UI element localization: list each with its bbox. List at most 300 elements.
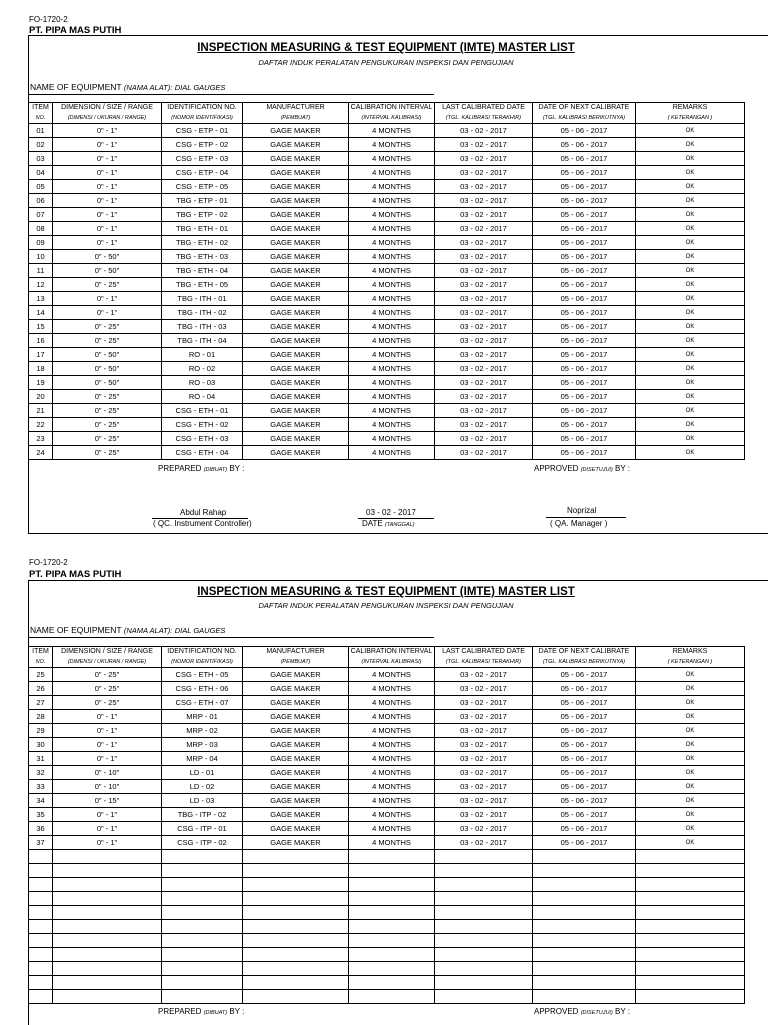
- empty-table-row: [29, 948, 745, 962]
- table-row: [29, 808, 745, 822]
- table-cell: 04: [29, 166, 53, 180]
- table-cell: 05 - 06 - 2017: [533, 334, 636, 348]
- table-cell: 03 - 02 - 2017: [435, 278, 533, 292]
- table-cell: [243, 906, 349, 920]
- column-header: MANUFACTURER: [243, 103, 349, 114]
- table-cell: 05 - 06 - 2017: [533, 766, 636, 780]
- table-cell: GAGE MAKER: [243, 208, 349, 222]
- table-cell: 0" - 25": [53, 432, 162, 446]
- table-header-subrow: [29, 113, 745, 124]
- table-cell: 4 MONTHS: [349, 780, 435, 794]
- table-cell: [29, 976, 53, 990]
- table-cell: 4 MONTHS: [349, 404, 435, 418]
- table-cell: 06: [29, 194, 53, 208]
- table-cell: [29, 906, 53, 920]
- table-cell: 0" - 50": [53, 264, 162, 278]
- table-cell: 03: [29, 152, 53, 166]
- table-cell: [53, 864, 162, 878]
- column-header: LAST CALIBRATED DATE: [435, 103, 533, 114]
- approver-signature-line: [546, 517, 626, 518]
- table-cell: [53, 920, 162, 934]
- column-header: DATE OF NEXT CALIBRATE: [533, 647, 636, 658]
- empty-table-row: [29, 962, 745, 976]
- table-cell: [243, 934, 349, 948]
- table-cell: [636, 962, 745, 976]
- table-cell: OK: [636, 836, 745, 850]
- table-cell: 4 MONTHS: [349, 320, 435, 334]
- table-cell: [162, 990, 243, 1004]
- table-cell: TBG - ETH - 03: [162, 250, 243, 264]
- table-cell: 03 - 02 - 2017: [435, 710, 533, 724]
- table-cell: [349, 934, 435, 948]
- table-row: [29, 724, 745, 738]
- column-header-translation: (INTERVAL KALIBRASI): [349, 657, 435, 668]
- table-cell: 10: [29, 250, 53, 264]
- table-cell: 05 - 06 - 2017: [533, 682, 636, 696]
- column-header-translation: NO.: [29, 113, 53, 124]
- table-row: [29, 752, 745, 766]
- table-cell: 05: [29, 180, 53, 194]
- prepared-by-label: PREPARED (DIBUAT) BY :: [158, 464, 245, 473]
- equipment-underline: [28, 94, 434, 95]
- table-cell: 05 - 06 - 2017: [533, 668, 636, 682]
- table-cell: GAGE MAKER: [243, 376, 349, 390]
- table-cell: 0" - 50": [53, 348, 162, 362]
- table-cell: GAGE MAKER: [243, 766, 349, 780]
- table-cell: 07: [29, 208, 53, 222]
- table-cell: 25: [29, 668, 53, 682]
- table-cell: 16: [29, 334, 53, 348]
- table-cell: [162, 948, 243, 962]
- table-cell: [243, 976, 349, 990]
- table-cell: RO - 02: [162, 362, 243, 376]
- table-cell: CSG - ETH - 06: [162, 682, 243, 696]
- table-cell: [435, 906, 533, 920]
- table-cell: 03 - 02 - 2017: [435, 766, 533, 780]
- table-cell: GAGE MAKER: [243, 668, 349, 682]
- table-cell: OK: [636, 320, 745, 334]
- table-cell: OK: [636, 236, 745, 250]
- table-cell: OK: [636, 278, 745, 292]
- table-cell: [29, 850, 53, 864]
- page-title: INSPECTION MEASURING & TEST EQUIPMENT (IMTE) MASTER LIST: [197, 586, 575, 598]
- table-cell: GAGE MAKER: [243, 250, 349, 264]
- table-cell: 4 MONTHS: [349, 306, 435, 320]
- table-cell: CSG - ETH - 05: [162, 668, 243, 682]
- column-header-translation: NO.: [29, 657, 53, 668]
- table-cell: RO - 04: [162, 390, 243, 404]
- table-cell: [636, 864, 745, 878]
- table-cell: 4 MONTHS: [349, 278, 435, 292]
- table-cell: 03 - 02 - 2017: [435, 404, 533, 418]
- table-row: [29, 836, 745, 850]
- table-cell: MRP - 03: [162, 738, 243, 752]
- table-cell: [533, 892, 636, 906]
- table-cell: 05 - 06 - 2017: [533, 432, 636, 446]
- table-header-row: [29, 103, 745, 114]
- equipment-name: DIAL GAUGES: [174, 626, 226, 635]
- column-header: DIMENSION / SIZE / RANGE: [53, 647, 162, 658]
- table-cell: 03 - 02 - 2017: [435, 180, 533, 194]
- table-cell: [636, 990, 745, 1004]
- table-cell: [53, 976, 162, 990]
- table-row: [29, 320, 745, 334]
- table-cell: [349, 864, 435, 878]
- table-cell: 03 - 02 - 2017: [435, 334, 533, 348]
- table-row: [29, 794, 745, 808]
- table-cell: TBG - ETH - 02: [162, 236, 243, 250]
- equipment-table: [28, 646, 745, 1004]
- table-cell: RO - 03: [162, 376, 243, 390]
- table-row: [29, 348, 745, 362]
- table-cell: 14: [29, 306, 53, 320]
- table-cell: 4 MONTHS: [349, 124, 435, 138]
- column-header: ITEM: [29, 647, 53, 658]
- table-row: [29, 180, 745, 194]
- column-header: CALIBRATION INTERVAL: [349, 647, 435, 658]
- column-header: LAST CALIBRATED DATE: [435, 647, 533, 658]
- table-cell: 0" - 1": [53, 124, 162, 138]
- empty-table-row: [29, 934, 745, 948]
- table-cell: [29, 878, 53, 892]
- table-cell: OK: [636, 808, 745, 822]
- table-cell: 05 - 06 - 2017: [533, 124, 636, 138]
- empty-table-row: [29, 850, 745, 864]
- table-cell: 05 - 06 - 2017: [533, 250, 636, 264]
- table-cell: CSG - ETH - 01: [162, 404, 243, 418]
- table-row: [29, 766, 745, 780]
- table-cell: 03 - 02 - 2017: [435, 432, 533, 446]
- table-cell: 4 MONTHS: [349, 334, 435, 348]
- table-cell: [435, 878, 533, 892]
- table-cell: RO - 01: [162, 348, 243, 362]
- table-cell: 03 - 02 - 2017: [435, 264, 533, 278]
- table-row: [29, 278, 745, 292]
- table-cell: [533, 948, 636, 962]
- table-cell: TBG - ITP - 02: [162, 808, 243, 822]
- table-cell: GAGE MAKER: [243, 124, 349, 138]
- table-cell: 0" - 1": [53, 710, 162, 724]
- table-cell: 05 - 06 - 2017: [533, 320, 636, 334]
- table-cell: [349, 850, 435, 864]
- table-cell: 4 MONTHS: [349, 432, 435, 446]
- table-cell: GAGE MAKER: [243, 390, 349, 404]
- table-cell: 0" - 10": [53, 780, 162, 794]
- table-cell: 03 - 02 - 2017: [435, 152, 533, 166]
- table-cell: GAGE MAKER: [243, 306, 349, 320]
- preparer-title: ( QC. Instrument Controller): [153, 519, 252, 528]
- table-cell: GAGE MAKER: [243, 278, 349, 292]
- table-cell: 28: [29, 710, 53, 724]
- approved-by-label: APPROVED (DISETUJUI) BY :: [534, 1007, 631, 1016]
- table-cell: 05 - 06 - 2017: [533, 166, 636, 180]
- table-cell: [533, 850, 636, 864]
- table-cell: OK: [636, 766, 745, 780]
- table-cell: 4 MONTHS: [349, 808, 435, 822]
- table-cell: 02: [29, 138, 53, 152]
- table-cell: 4 MONTHS: [349, 208, 435, 222]
- table-cell: OK: [636, 446, 745, 460]
- table-cell: MRP - 02: [162, 724, 243, 738]
- table-cell: 0" - 10": [53, 766, 162, 780]
- column-header: MANUFACTURER: [243, 647, 349, 658]
- equipment-label-id: (NAMA ALAT):: [123, 83, 173, 92]
- table-cell: 24: [29, 446, 53, 460]
- table-cell: CSG - ETH - 07: [162, 696, 243, 710]
- table-cell: GAGE MAKER: [243, 166, 349, 180]
- table-cell: GAGE MAKER: [243, 808, 349, 822]
- table-cell: GAGE MAKER: [243, 738, 349, 752]
- table-cell: 0" - 1": [53, 194, 162, 208]
- table-cell: [349, 962, 435, 976]
- table-cell: [29, 934, 53, 948]
- table-row: [29, 822, 745, 836]
- table-cell: GAGE MAKER: [243, 138, 349, 152]
- table-cell: 0" - 1": [53, 208, 162, 222]
- table-cell: 09: [29, 236, 53, 250]
- column-header-translation: (NOMOR IDENTIFIKASI): [162, 113, 243, 124]
- table-cell: GAGE MAKER: [243, 264, 349, 278]
- table-cell: 0" - 1": [53, 822, 162, 836]
- table-cell: 0" - 50": [53, 376, 162, 390]
- table-cell: [162, 878, 243, 892]
- table-cell: GAGE MAKER: [243, 696, 349, 710]
- table-row: [29, 194, 745, 208]
- table-cell: TBG - ETH - 04: [162, 264, 243, 278]
- table-cell: [533, 906, 636, 920]
- table-cell: [162, 892, 243, 906]
- equipment-name: DIAL GAUGES: [174, 83, 226, 92]
- column-header-translation: (DIMENSI / UKURAN / RANGE): [53, 113, 162, 124]
- table-cell: LD - 02: [162, 780, 243, 794]
- table-cell: [435, 976, 533, 990]
- table-cell: GAGE MAKER: [243, 348, 349, 362]
- table-cell: GAGE MAKER: [243, 152, 349, 166]
- table-cell: [53, 962, 162, 976]
- table-cell: GAGE MAKER: [243, 836, 349, 850]
- table-cell: 4 MONTHS: [349, 752, 435, 766]
- table-row: [29, 138, 745, 152]
- table-cell: 4 MONTHS: [349, 348, 435, 362]
- table-cell: 03 - 02 - 2017: [435, 418, 533, 432]
- table-cell: 05 - 06 - 2017: [533, 836, 636, 850]
- table-cell: [162, 906, 243, 920]
- table-cell: [53, 878, 162, 892]
- table-cell: 21: [29, 404, 53, 418]
- table-row: [29, 362, 745, 376]
- table-cell: 0" - 1": [53, 752, 162, 766]
- table-cell: 0" - 25": [53, 320, 162, 334]
- table-cell: [243, 878, 349, 892]
- table-cell: OK: [636, 362, 745, 376]
- table-cell: 03 - 02 - 2017: [435, 376, 533, 390]
- table-cell: OK: [636, 738, 745, 752]
- table-row: [29, 710, 745, 724]
- equipment-line: [30, 82, 225, 92]
- column-header: IDENTIFICATION NO.: [162, 103, 243, 114]
- table-cell: [435, 850, 533, 864]
- column-header: REMARKS: [636, 103, 745, 114]
- table-cell: OK: [636, 418, 745, 432]
- table-cell: 05 - 06 - 2017: [533, 348, 636, 362]
- column-header-translation: (TGL. KALIBRASI TERAKHIR): [435, 113, 533, 124]
- table-cell: 03 - 02 - 2017: [435, 794, 533, 808]
- table-row: [29, 264, 745, 278]
- table-cell: OK: [636, 208, 745, 222]
- table-cell: [435, 962, 533, 976]
- table-cell: 0" - 1": [53, 166, 162, 180]
- table-cell: [29, 962, 53, 976]
- table-cell: [243, 864, 349, 878]
- table-cell: 0" - 25": [53, 446, 162, 460]
- table-cell: 03 - 02 - 2017: [435, 222, 533, 236]
- table-cell: 0" - 1": [53, 138, 162, 152]
- table-cell: 05 - 06 - 2017: [533, 264, 636, 278]
- table-cell: 31: [29, 752, 53, 766]
- table-cell: [636, 878, 745, 892]
- table-cell: [162, 864, 243, 878]
- prepared-by-label: PREPARED (DIBUAT) BY :: [158, 1007, 245, 1016]
- table-cell: 4 MONTHS: [349, 152, 435, 166]
- table-cell: 03 - 02 - 2017: [435, 306, 533, 320]
- table-cell: GAGE MAKER: [243, 710, 349, 724]
- table-cell: CSG - ITP - 01: [162, 822, 243, 836]
- table-cell: 12: [29, 278, 53, 292]
- table-cell: CSG - ETP - 02: [162, 138, 243, 152]
- table-cell: 4 MONTHS: [349, 668, 435, 682]
- sign-date: 03 - 02 - 2017: [366, 508, 416, 517]
- table-cell: 0" - 1": [53, 222, 162, 236]
- table-cell: [636, 934, 745, 948]
- table-cell: CSG - ETP - 04: [162, 166, 243, 180]
- table-cell: 05 - 06 - 2017: [533, 390, 636, 404]
- table-row: [29, 250, 745, 264]
- table-cell: 0" - 25": [53, 668, 162, 682]
- column-header-translation: (PEMBUAT): [243, 657, 349, 668]
- table-cell: OK: [636, 682, 745, 696]
- table-cell: [243, 850, 349, 864]
- table-cell: [29, 892, 53, 906]
- table-row: [29, 292, 745, 306]
- equipment-label: NAME OF EQUIPMENT: [30, 82, 122, 92]
- table-cell: 03 - 02 - 2017: [435, 738, 533, 752]
- table-cell: [349, 906, 435, 920]
- table-cell: CSG - ETH - 02: [162, 418, 243, 432]
- table-cell: OK: [636, 404, 745, 418]
- column-header-translation: (TGL. KALIBRASI BERIKUTNYA): [533, 113, 636, 124]
- table-cell: [533, 878, 636, 892]
- table-cell: [636, 906, 745, 920]
- column-header-translation: ( KETERANGAN ): [636, 657, 745, 668]
- equipment-underline: [28, 637, 434, 638]
- table-cell: 17: [29, 348, 53, 362]
- table-cell: 03 - 02 - 2017: [435, 362, 533, 376]
- table-cell: GAGE MAKER: [243, 682, 349, 696]
- table-cell: 4 MONTHS: [349, 418, 435, 432]
- table-row: [29, 376, 745, 390]
- table-cell: [53, 990, 162, 1004]
- column-header: DIMENSION / SIZE / RANGE: [53, 103, 162, 114]
- table-cell: 34: [29, 794, 53, 808]
- table-cell: [162, 934, 243, 948]
- table-cell: OK: [636, 180, 745, 194]
- table-cell: OK: [636, 724, 745, 738]
- table-cell: 4 MONTHS: [349, 138, 435, 152]
- table-row: [29, 124, 745, 138]
- table-cell: 05 - 06 - 2017: [533, 752, 636, 766]
- table-cell: [533, 990, 636, 1004]
- table-cell: [435, 934, 533, 948]
- table-cell: 05 - 06 - 2017: [533, 808, 636, 822]
- table-cell: GAGE MAKER: [243, 236, 349, 250]
- table-cell: [243, 990, 349, 1004]
- table-cell: GAGE MAKER: [243, 780, 349, 794]
- table-cell: CSG - ETH - 04: [162, 446, 243, 460]
- table-cell: 33: [29, 780, 53, 794]
- table-cell: 19: [29, 376, 53, 390]
- table-cell: 0" - 50": [53, 250, 162, 264]
- column-header-translation: (PEMBUAT): [243, 113, 349, 124]
- table-cell: GAGE MAKER: [243, 794, 349, 808]
- table-cell: 05 - 06 - 2017: [533, 138, 636, 152]
- table-cell: [349, 878, 435, 892]
- table-cell: [533, 864, 636, 878]
- table-cell: 05 - 06 - 2017: [533, 822, 636, 836]
- table-cell: 0" - 25": [53, 696, 162, 710]
- table-cell: MRP - 01: [162, 710, 243, 724]
- table-row: [29, 208, 745, 222]
- table-cell: 03 - 02 - 2017: [435, 292, 533, 306]
- table-cell: OK: [636, 390, 745, 404]
- table-header-subrow: [29, 657, 745, 668]
- table-cell: LD - 03: [162, 794, 243, 808]
- column-header: CALIBRATION INTERVAL: [349, 103, 435, 114]
- table-cell: 4 MONTHS: [349, 390, 435, 404]
- column-header-translation: (TGL. KALIBRASI BERIKUTNYA): [533, 657, 636, 668]
- table-cell: 4 MONTHS: [349, 696, 435, 710]
- table-row: [29, 334, 745, 348]
- column-header: ITEM: [29, 103, 53, 114]
- table-cell: OK: [636, 194, 745, 208]
- table-row: [29, 418, 745, 432]
- table-cell: 4 MONTHS: [349, 194, 435, 208]
- document-number: FO-1720-2: [29, 15, 68, 24]
- table-cell: GAGE MAKER: [243, 724, 349, 738]
- table-cell: GAGE MAKER: [243, 320, 349, 334]
- table-cell: 0" - 1": [53, 738, 162, 752]
- column-header: IDENTIFICATION NO.: [162, 647, 243, 658]
- table-cell: TBG - ETP - 02: [162, 208, 243, 222]
- table-cell: 0" - 1": [53, 724, 162, 738]
- company-name: PT. PIPA MAS PUTIH: [29, 569, 122, 580]
- column-header-translation: ( KETERANGAN ): [636, 113, 745, 124]
- table-cell: [53, 934, 162, 948]
- table-cell: TBG - ITH - 01: [162, 292, 243, 306]
- table-cell: 05 - 06 - 2017: [533, 222, 636, 236]
- table-row: [29, 404, 745, 418]
- table-cell: 03 - 02 - 2017: [435, 208, 533, 222]
- table-cell: [29, 864, 53, 878]
- table-cell: 03 - 02 - 2017: [435, 166, 533, 180]
- table-cell: 0" - 1": [53, 292, 162, 306]
- table-cell: 05 - 06 - 2017: [533, 292, 636, 306]
- table-cell: 4 MONTHS: [349, 236, 435, 250]
- table-cell: 27: [29, 696, 53, 710]
- table-cell: OK: [636, 334, 745, 348]
- table-cell: 30: [29, 738, 53, 752]
- table-cell: MRP - 04: [162, 752, 243, 766]
- table-cell: OK: [636, 794, 745, 808]
